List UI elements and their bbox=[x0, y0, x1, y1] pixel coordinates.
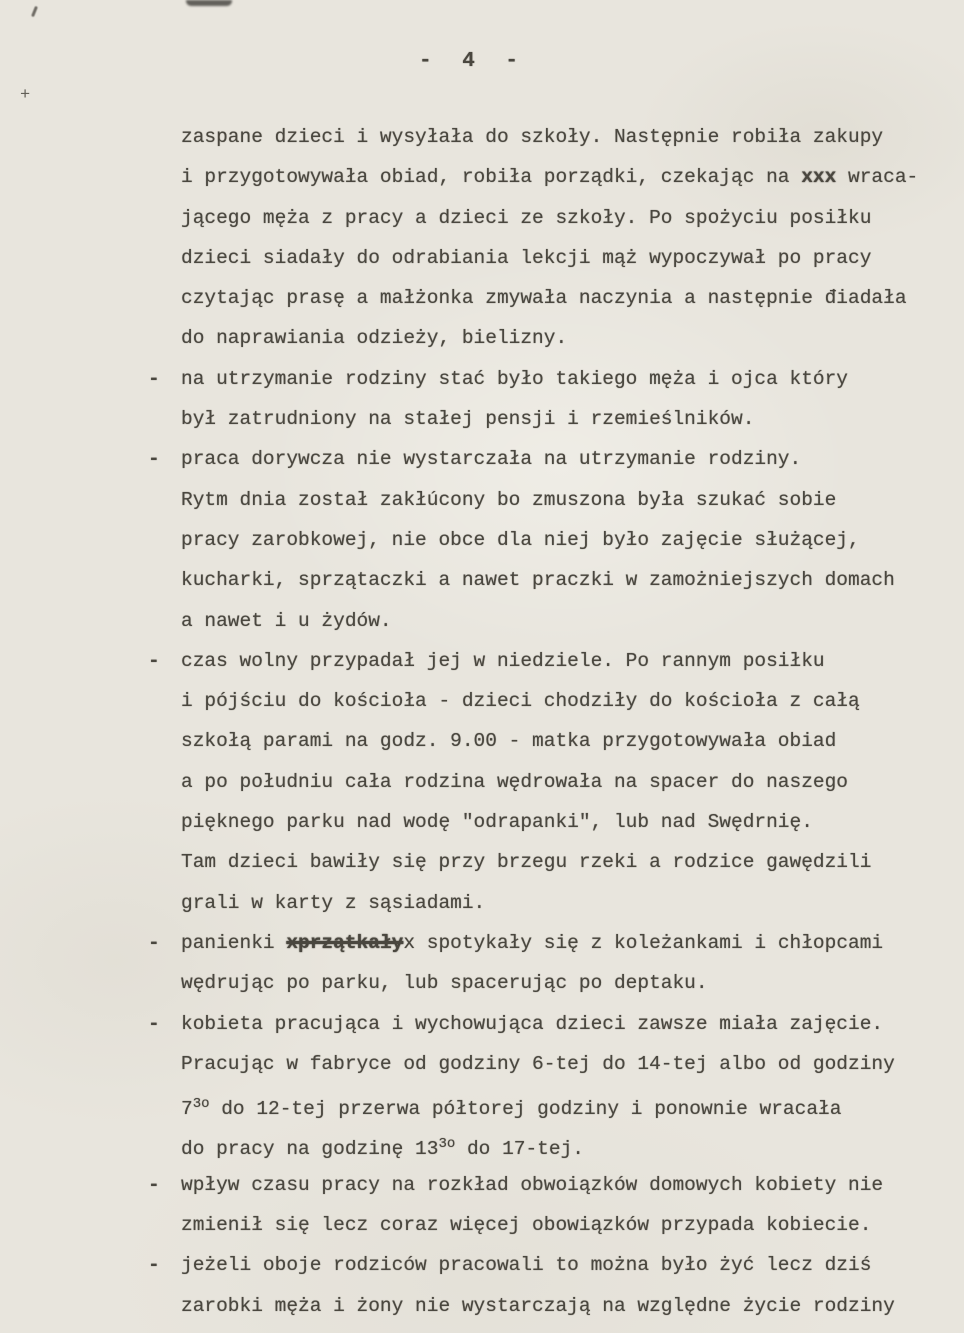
text-line bbox=[0, 238, 964, 278]
text-line bbox=[0, 923, 964, 963]
text-line bbox=[0, 1286, 964, 1326]
text-segment: jeżeli oboje rodziców pracowali to można było żyć lecz dziś bbox=[181, 1254, 872, 1277]
text-segment: czas wolny przypadał jej w niedziele. Po rannym posiłku bbox=[181, 649, 825, 672]
text-segment: do 12-tej przerwa półtorej godziny i ponownie wracała bbox=[209, 1098, 842, 1121]
text-segment: zmienił się lecz coraz więcej obowiązków przypada kobiecie. bbox=[181, 1214, 872, 1237]
text-line bbox=[0, 157, 964, 197]
page-number: - 4 - bbox=[418, 50, 519, 73]
text-segment: jącego męża z pracy a dzieci ze szkoły. Po spożyciu posiłku bbox=[181, 206, 872, 229]
text-line bbox=[0, 963, 964, 1003]
text-line bbox=[0, 721, 964, 761]
text-line bbox=[0, 1205, 964, 1245]
text-segment: Rytm dnia został zakłúcony bo zmuszona była szukać sobie bbox=[181, 488, 837, 511]
bullet-dash: - bbox=[148, 367, 160, 390]
text-segment: pięknego parku nad wodę "odrapanki", lub nad Swędrnię. bbox=[181, 811, 813, 834]
text-line bbox=[0, 399, 964, 439]
text-segment: wędrując po parku, lub spacerując po deptaku. bbox=[181, 972, 708, 995]
text-line bbox=[0, 278, 964, 318]
scan-smudge bbox=[186, 0, 232, 6]
bullet-dash: - bbox=[148, 448, 160, 471]
text-segment: panienki bbox=[181, 931, 287, 954]
bullet-dash: - bbox=[148, 1254, 160, 1277]
text-line bbox=[0, 439, 964, 479]
text-segment: a nawet i u żydów. bbox=[181, 609, 392, 632]
text-segment: był zatrudniony na stałej pensji i rzemieślników. bbox=[181, 408, 755, 431]
text-segment: 7 bbox=[181, 1098, 193, 1121]
text-line bbox=[0, 117, 964, 157]
text-line bbox=[0, 1084, 964, 1124]
text-line bbox=[0, 1044, 964, 1084]
page-content bbox=[0, 117, 964, 1326]
text-line bbox=[0, 802, 964, 842]
text-line bbox=[0, 1165, 964, 1205]
text-segment: grali w karty z sąsiadami. bbox=[181, 891, 486, 914]
text-line bbox=[0, 480, 964, 520]
text-line bbox=[0, 560, 964, 600]
text-segment: dzieci siadały do odrabiania lekcji mąż wypoczywał po pracy bbox=[181, 246, 872, 269]
text-line bbox=[0, 1124, 964, 1164]
text-line bbox=[0, 520, 964, 560]
text-segment: kobieta pracująca i wychowująca dzieci zawsze miała zajęcie. bbox=[181, 1012, 884, 1035]
text-segment: zarobki męża i żony nie wystarczają na względne życie rodziny bbox=[181, 1294, 895, 1317]
text-line bbox=[0, 359, 964, 399]
text-segment: szkołą parami na godz. 9.00 - matka przygotowywała obiad bbox=[181, 730, 837, 753]
text-line bbox=[0, 641, 964, 681]
text-line bbox=[0, 762, 964, 802]
text-segment: na utrzymanie rodziny stać było takiego męża i ojca który bbox=[181, 367, 849, 390]
text-segment: i pójściu do kościoła - dzieci chodziły do kościoła z całą bbox=[181, 690, 860, 713]
superscript: 3o bbox=[192, 1096, 210, 1113]
scan-speck-tick bbox=[31, 6, 38, 17]
text-segment: x spotykały się z koleżankami i chłopcami bbox=[403, 931, 884, 954]
text-segment: do naprawiania odzieży, bielizny. bbox=[181, 327, 568, 350]
text-segment: do pracy na godzinę 13 bbox=[181, 1138, 439, 1161]
text-segment: wraca- bbox=[836, 166, 919, 189]
text-line bbox=[0, 883, 964, 923]
text-segment: Tam dzieci bawiły się przy brzegu rzeki a rodzice gawędzili bbox=[181, 851, 872, 874]
bullet-dash: - bbox=[148, 1012, 160, 1035]
scan-speck-plus: + bbox=[20, 86, 31, 105]
text-segment: kucharki, sprzątaczki a nawet praczki w zamożniejszych domach bbox=[181, 569, 895, 592]
text-segment: wpływ czasu pracy na rozkład obwoiązków domowych kobiety nie bbox=[181, 1173, 884, 1196]
bullet-dash: - bbox=[148, 931, 160, 954]
text-segment: czytając prasę a małżonka zmywała naczynia a następnie điadała bbox=[181, 287, 907, 310]
text-line bbox=[0, 318, 964, 358]
overtyped-text: xxx bbox=[801, 166, 837, 189]
text-line bbox=[0, 601, 964, 641]
text-segment: do 17-tej. bbox=[455, 1138, 584, 1161]
text-segment: a po południu cała rodzina wędrowała na spacer do naszego bbox=[181, 770, 849, 793]
superscript: 3o bbox=[438, 1136, 456, 1153]
text-segment: zaspane dzieci i wysyłała do szkoły. Następnie robiła zakupy bbox=[181, 126, 884, 148]
text-segment: pracy zarobkowej, nie obce dla niej było zajęcie służącej, bbox=[181, 528, 860, 551]
bullet-dash: - bbox=[148, 649, 160, 672]
bullet-dash: - bbox=[148, 1173, 160, 1196]
text-line bbox=[0, 681, 964, 721]
text-segment: Pracując w fabryce od godziny 6-tej do 14-tej albo od godziny bbox=[181, 1052, 895, 1075]
text-line bbox=[0, 842, 964, 882]
text-line bbox=[0, 198, 964, 238]
text-segment: i przygotowywała obiad, robiła porządki, czekając na bbox=[181, 166, 802, 189]
text-segment: praca dorywcza nie wystarczała na utrzymanie rodziny. bbox=[181, 448, 802, 471]
struck-text: xprzątkały bbox=[286, 931, 404, 954]
text-line bbox=[0, 1004, 964, 1044]
text-line bbox=[0, 1245, 964, 1285]
